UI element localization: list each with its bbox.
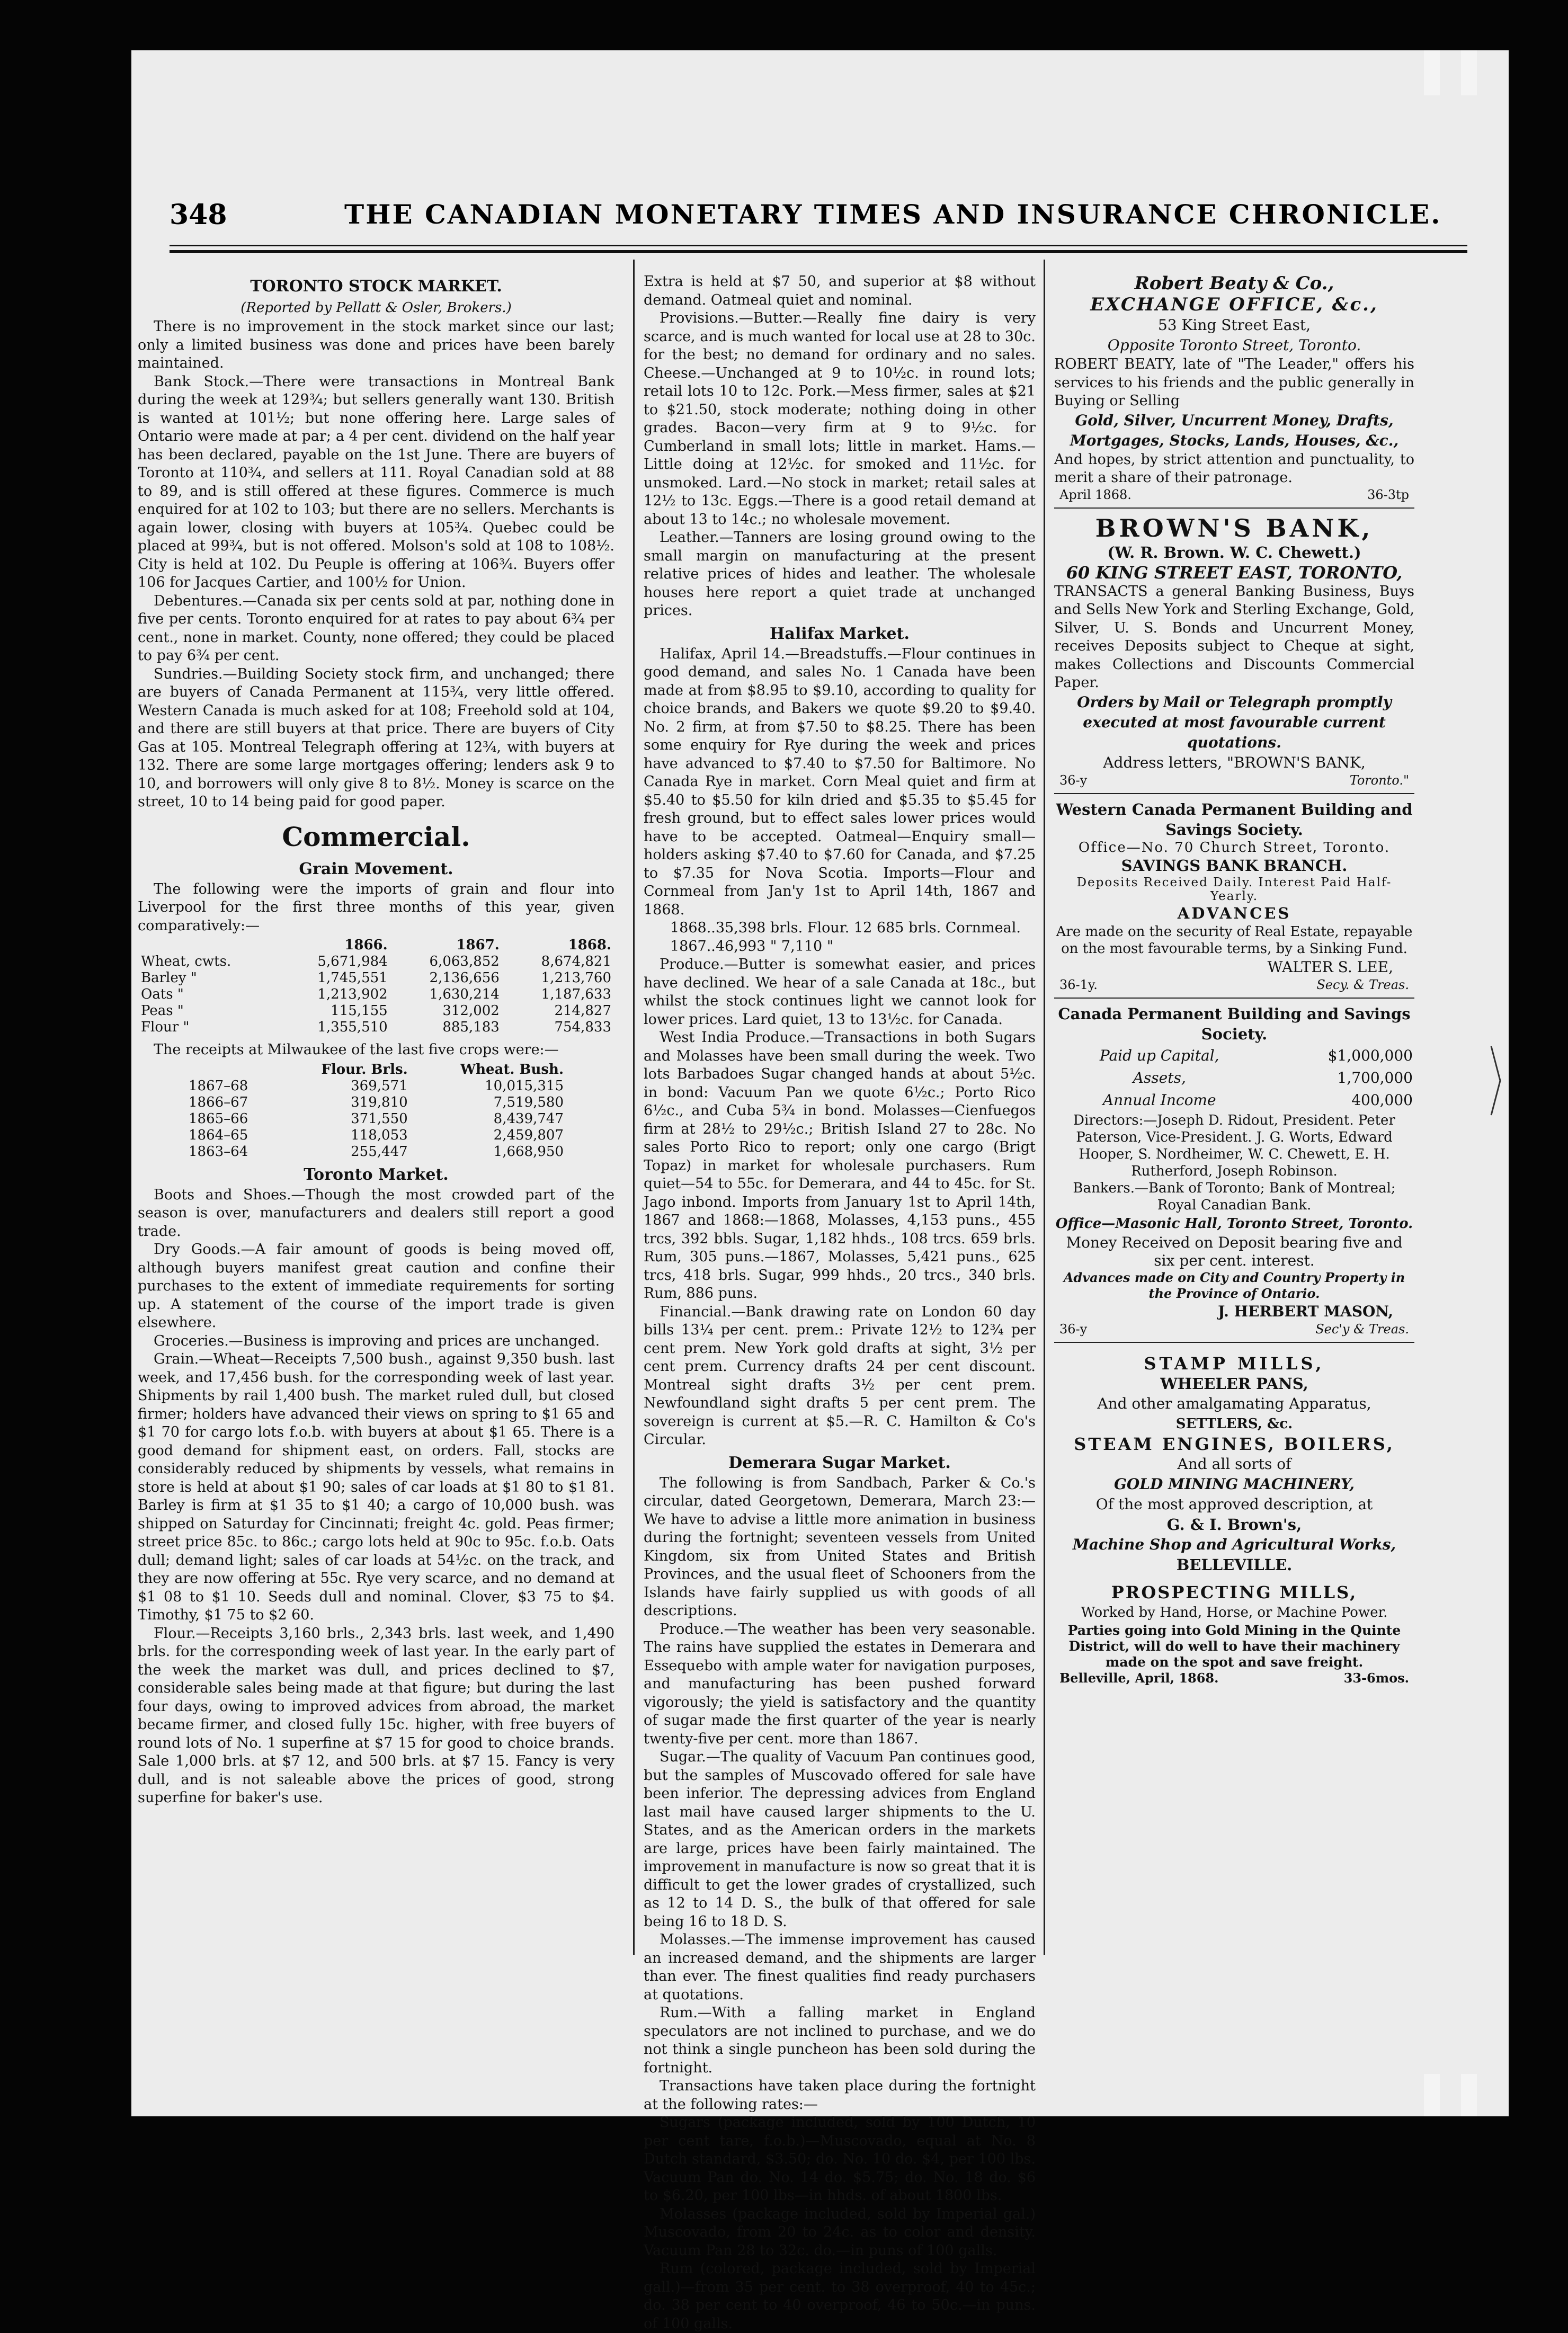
stock-para: Debentures.—Canada six per cents sold at par, nothing done in five per cents. Toronto enquired for at rates to pay about 6¾ per cent., none in market. County, none offered; they could be placed to pay 6¾ per cent. — [138, 592, 614, 664]
market-para: Boots and Shoes.—Though the most crowded part of the season is over, manufacturers and dealers still report a good trade. — [138, 1186, 614, 1240]
column-divider — [1044, 260, 1045, 1955]
browns-footer — [1054, 773, 1414, 788]
western-title: Secy. & Treas. — [1316, 977, 1409, 992]
column-2 — [644, 273, 1036, 2332]
grain-heading: Grain Movement. — [299, 859, 453, 878]
column-3 — [1054, 273, 1414, 2063]
demerara-para: Sugar.—The quality of Vacuum Pan continues good, but the samples of Muscovado offered for sale have been inferior. The depressing advices from England last mail have caused larger shipments to the U. States, and as the American orders in the markets are large, prices have been fairly maintained. The improvement in manufacture is now so great that it is difficult to get the lower grades of crystallized, such as 12 to 14 D. S., the bulk of that offered for sale being 16 to 18 D. S. — [644, 1749, 1036, 1930]
column-divider — [633, 260, 635, 1955]
beaty-code: 36-3tp — [1367, 487, 1409, 502]
stamp-line-2: WHEELER PANS, — [1160, 1374, 1308, 1393]
milwaukee-intro: The receipts at Milwaukee of the last five crops were:— — [154, 1041, 559, 1058]
column-header: Flour. Brls. — [321, 1061, 408, 1078]
beaty-office: EXCHANGE OFFICE, &c., — [1090, 294, 1378, 315]
stamp-line-7: GOLD MINING MACHINERY, — [1113, 1475, 1355, 1493]
page-number: 348 — [170, 199, 227, 231]
browns-address-letters: Address letters, "BROWN'S BANK, — [1103, 753, 1366, 771]
stock-para: Sundries.—Building Society stock firm, and unchanged; there are buyers of Canada Permanent at 115¾, very little offered. Western Canada is much asked for at 108; Freehold sold at 104, and there are still buyers at that price. There are buyers of City Gas at 105. Montreal Telegraph offering at 12¾, with buyers at 132. There are some large mortgages offering; lenders ask 9 to 10, and borrowers will only give 8 to 8½. Money is scarce on the street, 10 to 14 being paid for good paper. — [138, 665, 614, 810]
beaty-goods: Gold, Silver, Uncurrent Money, Drafts, Mortgages, Stocks, Lands, Houses, &c., — [1070, 411, 1399, 449]
browns-owners: (W. R. Brown. W. C. Chewett.) — [1107, 543, 1361, 562]
western-branch: SAVINGS BANK BRANCH. — [1121, 856, 1348, 875]
ad-divider — [1054, 998, 1414, 999]
beaty-address: 53 King Street East, — [1157, 316, 1311, 334]
western-deposits: Deposits Received Daily. Interest Paid Half-Yearly. — [1076, 875, 1392, 903]
demerara-para: Rum.—With a falling market in England speculators are not inclined to purchase, and we do not think a single puncheon has been sold during the fortnight. — [644, 2005, 1036, 2076]
halifax-import-line: 1867..46,993 " 7,110 " — [670, 938, 834, 955]
capital-table — [1054, 1044, 1414, 1112]
demerara-heading: Demerara Sugar Market. — [728, 1453, 951, 1472]
demerara-para: Rum (colored, package included, sold by Imperial gall.)—from 35 per cent. to 38 overproof, 40 to 45c.; do. 38 per cent to 40 overproof, 46 to 50c.—in puns. of 100 galls. — [644, 2260, 1036, 2332]
milwaukee-table — [185, 1062, 567, 1160]
halifax-import-line: 1868..35,398 brls. Flour. 12 685 brls. Cornmeal. — [670, 920, 1021, 936]
browns-body: TRANSACTS a general Banking Business, Buys and Sells New York and Sterling Exchange, Gold, Silver, U. S. Bonds and Uncurrent Money, receives Deposits subject to Cheque at sight, makes Collections and Discounts Commercial Paper. — [1054, 583, 1414, 691]
stamp-line-9: G. & I. Brown's, — [1166, 1515, 1302, 1534]
browns-city: Toronto." — [1349, 772, 1409, 788]
stamp-line-1: STAMP MILLS, — [1144, 1353, 1325, 1374]
canada-perm-code: 36-y — [1059, 1321, 1088, 1337]
column-1 — [138, 273, 614, 2063]
table-row: Wheat, cwts. 5,671,984 6,063,852 8,674,821 — [141, 954, 611, 969]
table-row: Flour " 1,355,510 885,183 754,833 — [141, 1019, 611, 1035]
canada-perm-bankers: Bankers.—Bank of Toronto; Bank of Montreal; Royal Canadian Bank. — [1073, 1180, 1396, 1213]
western-signer: WALTER S. LEE, — [1267, 958, 1393, 976]
market-para: Grain.—Wheat—Receipts 7,500 bush., against 9,350 bush. last week, and 17,456 bush. for the corresponding week of last year. Shipments by rail 1,400 bush. The market ruled dull, but closed firmer; holders have advanced their views on spring to $1 65 and $1 70 for cargo lots f.o.b. with buyers at about $1 65. There is a good demand for shipment east, on orders. Fall, stocks are considerably reduced by shipments by vessels, what remains in store is held at about $1 90; sales of car loads at $1 80 to $1 81. Barley is firm at $1 35 to $1 40; a cargo of 10,000 bush. was shipped on Saturday for Cincinnati; freight 4c. gold. Peas firmer; street price 85c. to 86c.; cargo lots held at 90c to 95c. f.o.b. Oats dull; demand light; sales of car loads at 54½c. on the track, and they are now offering at 55c. Rye very scarce, and no demand at $1 08 to $1 10. Seeds dull and nominal. Clover, $3 75 to $4. Timothy, $1 75 to $2 60. — [138, 1351, 614, 1623]
demerara-para: Produce.—The weather has been very seasonable. The rains have supplied the estates in Demerara and Essequebo with ample water for navigation purposes, and manufacturing has been pushed forward vigorously; the yield is satisfactory and the quantity of sugar made the first quarter of the year is nearly twenty-five per cent. more than 1867. — [644, 1620, 1036, 1747]
stamp-line-13: Worked by Hand, Horse, or Machine Power. — [1081, 1604, 1388, 1620]
table-row: Assets, 1,700,000 — [1133, 1068, 1413, 1087]
demerara-para: Sugars (package included, sold by 100 Dutch, 10 per cent tare, f.o.b.)—Muscovado, equal at No. 8 Dutch standard, $3.50; do. No. 10 do. $4, per 100 lbs. Vacuum Pan do. No. 14 do. $5.75; do. No. 18 do. $6 to $6.20, per 100 lbs—in hhds. of about 1800 lbs. — [644, 2114, 1036, 2204]
western-advances: ADVANCES — [1177, 904, 1291, 922]
page-header — [170, 199, 1494, 230]
beaty-advert — [1054, 273, 1414, 502]
stock-para: Bank Stock.—There were transactions in Montreal Bank during the week at 129¾; but sellers generally want 130. British is wanted at 101½; but none offering here. Large sales of Ontario were made at par; a 4 per cent. dividend on the half year has been declared, payable on the 1st June. There are buyers of Toronto at 110¾, and sellers at 111. Royal Canadian sold at 88 to 89, and is still offered at these figures. Commerce is much enquired for at 102 to 103; but there are no sellers. Merchants is again lower, closing with buyers at 105¾. Quebec could be placed at 99¾, but is not offered. Molson's sold at 108 to 108½. City is held at 102. Du Peuple is offering at 106¾. Buyers offer 106 for Jacques Cartier, and 100½ for Union. — [138, 373, 614, 591]
demerara-para: The following is from Sandbach, Parker & Co.'s circular, dated Georgetown, Demerara, March 23:— We have to advise a little more animation in business during the fortnight; seventeen vessels from United Kingdom, six from United States and British Provinces, and the usual fleet of Schooners from the Islands have fairly supplied us with goods of all descriptions. — [644, 1474, 1036, 1619]
page-title: THE CANADIAN MONETARY TIMES AND INSURANCE CHRONICLE. — [344, 199, 1442, 230]
stamp-line-10: Machine Shop and Agricultural Works, — [1072, 1535, 1396, 1553]
stamp-line-11: BELLEVILLE. — [1176, 1555, 1293, 1574]
liverpool-imports-table — [138, 937, 614, 1036]
market-para: Dry Goods.—A fair amount of goods is being moved off, although buyers manifest great caution and confine their purchases to the extent of immediate requirements for sorting up. A statement of the course of the import trade is given elsewhere. — [138, 1241, 614, 1331]
table-row: 1866–67 319,810 7,519,580 — [189, 1094, 564, 1110]
header-rule-double — [170, 250, 1467, 253]
margin-bracket-mark — [1489, 1044, 1504, 1118]
provisions-para: Provisions.—Butter.—Really fine dairy is very scarce, and is much wanted for local use at 28 to 30c. for the best; no demand for ordinary and no sales. Cheese.—Unchanged at 9 to 10½c. in round lots; retail lots 10 to 12c. Pork.—Mess firmer, sales at $21 to $21.50, stock moderate; nothing doing in other grades. Bacon—very firm at 9 to 9½c. for Cumberland in small lots; little in market. Hams.—Little doing at 12½c. for smoked and 11½c. for unsmoked. Lard.—No stock in market; retail sales at 12½ to 13c. Eggs.—There is a good retail demand at about 13 to 14c.; no wholesale movement. — [644, 310, 1036, 528]
ad-divider — [1054, 1342, 1414, 1343]
market-para: Flour.—Receipts 3,160 brls., 2,343 brls. last week, and 1,490 brls. for the corresponding week of last year. In the early part of the week the market was dull, and prices declined to $7, considerable sales being made at that figure; but during the last four days, owing to improved advices from abroad, the market became firmer, and closed fully 15c. higher, with free buyers of round lots of No. 1 superfine at $7 15 for good to choice brands. Sale 1,000 brls. at $7 12, and 500 brls. at $7 15. Fancy is very dull, and is not saleable above the prices of good, strong superfine for baker's use. — [138, 1625, 614, 1806]
western-office: Office—No. 70 Church Street, Toronto. — [1078, 839, 1391, 856]
stamp-code: 33-6mos. — [1343, 1670, 1409, 1686]
commercial-heading: Commercial. — [282, 821, 470, 852]
western-body: Are made on the security of Real Estate, repayable on the most favourable terms, by a Sinking Fund. — [1056, 923, 1413, 957]
ad-divider — [1054, 507, 1414, 509]
table-row: 1865–66 371,550 8,439,747 — [189, 1110, 564, 1127]
western-canada-advert — [1054, 799, 1414, 992]
stamp-date: Belleville, April, 1868. — [1059, 1670, 1219, 1686]
stamp-line-12: PROSPECTING MILLS, — [1111, 1582, 1358, 1602]
beaty-body: ROBERT BEATY, late of "The Leader," offers his services to his friends and the public generally in Buying or Selling — [1054, 356, 1414, 409]
table-row: Oats " 1,213,902 1,630,214 1,187,633 — [141, 986, 611, 1002]
halifax-para: Produce.—Butter is somewhat easier, and prices have declined. We hear of a sale Canada at 18c., but whilst the stock continues light we cannot look for lower prices. Lard quiet, 13 to 13½c. for Canada. — [644, 956, 1036, 1028]
beaty-date: April 1868. — [1059, 487, 1132, 502]
table-row: Paid up Capital, $1,000,000 — [1099, 1046, 1413, 1064]
table-row: 1864–65 118,053 2,459,807 — [189, 1127, 564, 1143]
stamp-line-3: And other amalgamating Apparatus, — [1097, 1394, 1371, 1412]
beaty-hopes: And hopes, by strict attention and punctuality, to merit a share of their patronage. — [1054, 451, 1414, 486]
table-row: 1867–68 369,571 10,015,315 — [189, 1078, 564, 1094]
canada-permanent-advert — [1054, 1004, 1414, 1337]
header-rule — [170, 245, 1467, 246]
toronto-market-heading: Toronto Market. — [304, 1165, 449, 1184]
stamp-line-5: STEAM ENGINES, BOILERS, — [1074, 1433, 1395, 1454]
halifax-para: Financial.—Bank drawing rate on London 60 day bills 13¼ per cent. prem.: Private 12½ to 12¾ per cent prem. New York gold drafts at sight, 3½ per cent prem. Currency drafts 24 per cent discount. Montreal sight drafts 3½ per cent prem. Newfoundland sight drafts 5 per cent prem. The sovereign is current at $5.—R. C. Hamilton & Co's Circular. — [644, 1303, 1036, 1448]
canada-perm-title: Sec'y & Treas. — [1315, 1321, 1409, 1337]
column-header — [138, 937, 279, 954]
halifax-heading: Halifax Market. — [770, 624, 910, 643]
stamp-line-6: And all sorts of — [1177, 1455, 1291, 1473]
halifax-para: Halifax, April 14.—Breadstuffs.—Flour continues in good demand, and sales No. 1 Canada have been made at from $8.95 to $9.10, according to quality for choice brands, and Bakers we quote $9.20 to $9.40. No. 2 firm, at from $7.50 to $8.25. There has been some enquiry for Rye during the week and prices have advanced to $7.40 to $7.50 for Baltimore. No Canada Rye in market. Corn Meal quiet and firm at $5.40 to $5.50 for kiln dried and $5.35 to $5.45 for fresh ground, but to effect sales lower prices would have to be accepted. Oatmeal—Enquiry small—holders asking $7.40 to $7.60 for Canada, and $7.25 to $7.35 for Nova Scotia. Imports—Flour and Cornmeal from Jan'y 1st to April 14th, 1867 and 1868. — [644, 645, 1036, 918]
beaty-opposite: Opposite Toronto Street, Toronto. — [1107, 336, 1361, 354]
browns-code: 36-y — [1059, 772, 1088, 788]
beaty-name: Robert Beaty & Co., — [1134, 273, 1334, 294]
demerara-para: Molasses (package included, sold by Imperial gal.) Muscovado, from 20 to 24c. as to color and density. Vacuum Pan 28 to 32c. do.—in puns of 100 galls. — [644, 2205, 1036, 2259]
canada-perm-footer — [1054, 1322, 1414, 1337]
stamp-footer — [1054, 1670, 1414, 1686]
western-footer — [1054, 977, 1414, 992]
browns-address: 60 KING STREET EAST, TORONTO, — [1066, 562, 1403, 583]
table-row: Annual Income 400,000 — [1102, 1091, 1413, 1109]
western-code: 36-1y. — [1059, 977, 1098, 992]
halifax-para: West India Produce.—Transactions in both Sugars and Molasses have been small during the week. Two lots Barbadoes Sugar changed hands at about 5½c. in bond: Vacuum Pan we quote 6½c.; Porto Rico 6½c., and Cuba 5¾ in bond. Molasses—Cienfuegos firm at 28½ to 29½c.; British Island 27 to 28c. No sales Porto Rico to report; only one cargo (Brigt Topaz) in market for wholesale purchasers. Rum quiet—54 to 55c. for Demerara, and 44 to 45c. for St. Jago inbond. Imports from January 1st to April 14th, 1867 and 1868:—1868, Molasses, 4,153 puns., 455 trcs, 392 bbls. Sugar, 1,182 hhds., 108 trcs. 659 brls. Rum, 305 puns.—1867, Molasses, 5,421 puns., 625 trcs, 418 brls. Sugar, 999 hhds., 20 trcs., 340 brls. Rum, 886 puns. — [644, 1029, 1036, 1302]
western-name: Western Canada Permanent Building and Savings Society. — [1056, 800, 1413, 839]
stamp-line-8: Of the most approved description, at — [1095, 1495, 1373, 1513]
continued-para: Extra is held at $7 50, and superior at $8 without demand. Oatmeal quiet and nominal. — [644, 273, 1036, 308]
browns-orders: Orders by Mail or Telegraph promptly executed at most favourable current quotations. — [1077, 693, 1392, 751]
canada-perm-directors: Directors:—Joseph D. Ridout, President. Peter Paterson, Vice-President. J. G. Worts, Edward Hooper, S. Nordheimer, W. C. Chewett, E. H. Rutherford, Joseph Robinson. — [1073, 1112, 1395, 1179]
demerara-para: Transactions have taken place during the fortnight at the following rates:— — [644, 2078, 1036, 2113]
demerara-para: Molasses.—The immense improvement has caused an increased demand, and the shipments are larger than ever. The finest qualities find ready purchasers at quotations. — [644, 1931, 1036, 2003]
grain-intro: The following were the imports of grain and flour into Liverpool for the first three months of this year, given comparatively:— — [138, 880, 614, 934]
table-row: 1863–64 255,447 1,668,950 — [189, 1143, 564, 1160]
browns-bank-advert — [1054, 514, 1414, 788]
canada-perm-signer: J. HERBERT MASON, — [1218, 1302, 1393, 1320]
stamp-line-4: SETTLERS, &c. — [1175, 1415, 1293, 1432]
canada-perm-name: Canada Permanent Building and Savings Society. — [1058, 1004, 1411, 1043]
canada-perm-money: Money Received on Deposit bearing five and six per cent. interest. — [1066, 1233, 1403, 1269]
stock-byline: (Reported by Pellatt & Osler, Brokers.) — [240, 300, 512, 316]
stamp-mills-advert — [1054, 1354, 1414, 1686]
table-row: Barley " 1,745,551 2,136,656 1,213,760 — [141, 970, 611, 986]
toronto-stock-heading: TORONTO STOCK MARKET. — [250, 277, 502, 296]
ad-divider — [1054, 793, 1414, 794]
beaty-footer — [1054, 487, 1414, 502]
market-para: Groceries.—Business is improving and prices are unchanged. — [154, 1332, 600, 1349]
column-header: 1868. — [568, 937, 611, 953]
column-header: 1866. — [344, 937, 388, 953]
leather-para: Leather.—Tanners are losing ground owing to the small margin on manufacturing at the present relative prices of hides and leather. The wholesale houses here report a quiet trade at unchanged prices. — [644, 529, 1036, 619]
stock-para: There is no improvement in the stock market since our last; only a limited business was done and prices have been barely maintained. — [138, 318, 614, 371]
column-header: Wheat. Bush. — [460, 1061, 564, 1078]
canada-perm-advances: Advances made on City and Country Property in the Province of Ontario. — [1063, 1269, 1405, 1301]
column-header — [185, 1062, 279, 1078]
stamp-line-14: Parties going into Gold Mining in the Quinte District, will do well to have their machinery made on the spot and save freight. — [1067, 1622, 1401, 1670]
browns-bank-name: BROWN'S BANK, — [1095, 513, 1374, 542]
table-row: Peas " 115,155 312,002 214,827 — [141, 1003, 611, 1019]
column-header: 1867. — [456, 937, 500, 953]
canada-perm-office: Office—Masonic Hall, Toronto Street, Toronto. — [1055, 1215, 1413, 1232]
